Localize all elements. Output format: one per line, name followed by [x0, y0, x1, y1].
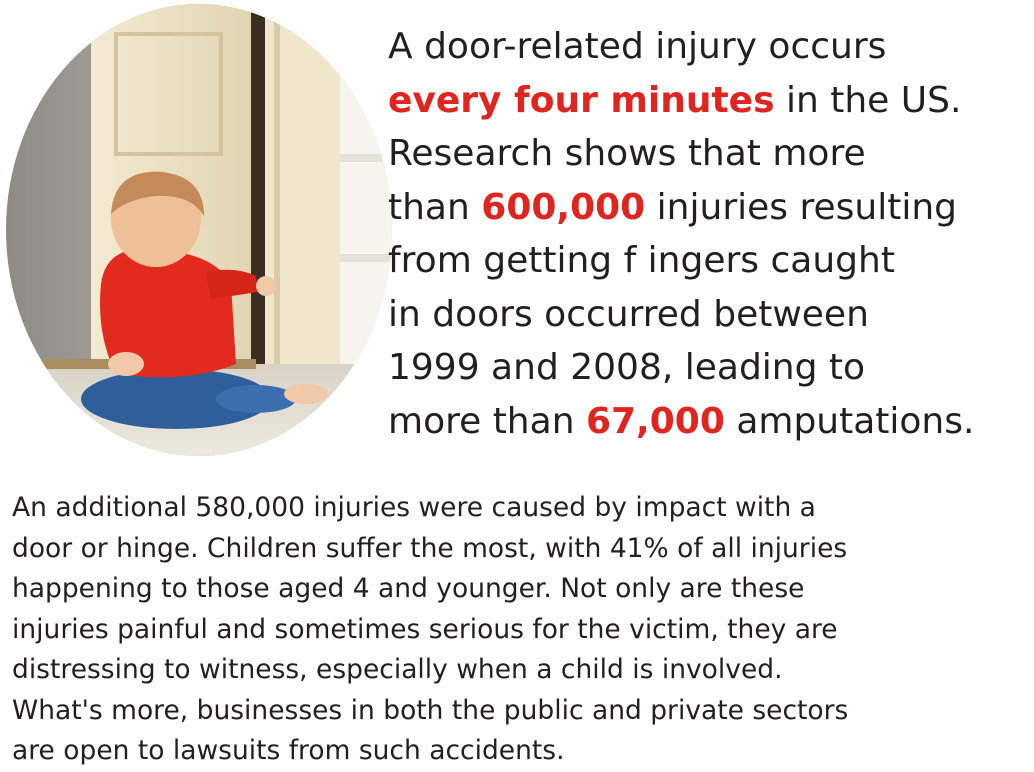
headline-line-8-pre: more than [388, 400, 586, 442]
headline-line-8 [388, 395, 1034, 449]
body-line: happening to those aged 4 and younger. Not only are these [12, 573, 805, 604]
headline-line-7: 1999 and 2008, leading to [388, 347, 866, 388]
headline-line-2-rest: in the US. [774, 79, 962, 121]
highlight-67000: 67,000 [585, 400, 725, 442]
headline-line-5: from getting f ingers caught [388, 240, 895, 281]
headline-line-1: A door-related injury occurs [388, 26, 887, 67]
highlight-600000: 600,000 [481, 186, 646, 228]
body-paragraph [12, 488, 1027, 772]
highlight-every-four-minutes: every four minutes [388, 79, 775, 121]
headline-line-4-pre: than [388, 186, 482, 228]
body-line: are open to lawsuits from such accidents. [12, 735, 565, 766]
child-at-door-photo [6, 4, 392, 456]
body-line: What's more, businesses in both the public and private sectors [12, 694, 849, 726]
headline-line-4 [388, 181, 1034, 235]
body-line: An additional 580,000 injuries were caused by impact with a [12, 492, 816, 523]
headline-line-8-rest: amputations. [724, 400, 975, 442]
headline-line-4-rest: injuries resulting [645, 186, 957, 228]
headline-line-3: Research shows that more [388, 133, 866, 174]
body-line: door or hinge. Children suffer the most, with 41% of all injuries [12, 532, 848, 564]
headline-statistic [388, 20, 1034, 448]
headline-line-2 [388, 74, 1034, 128]
body-line: injuries painful and sometimes serious for the victim, they are [12, 613, 838, 645]
child-at-door-illustration [6, 4, 392, 456]
headline-line-6: in doors occurred between [388, 293, 869, 335]
body-line: distressing to witness, especially when a child is involved. [12, 654, 783, 685]
